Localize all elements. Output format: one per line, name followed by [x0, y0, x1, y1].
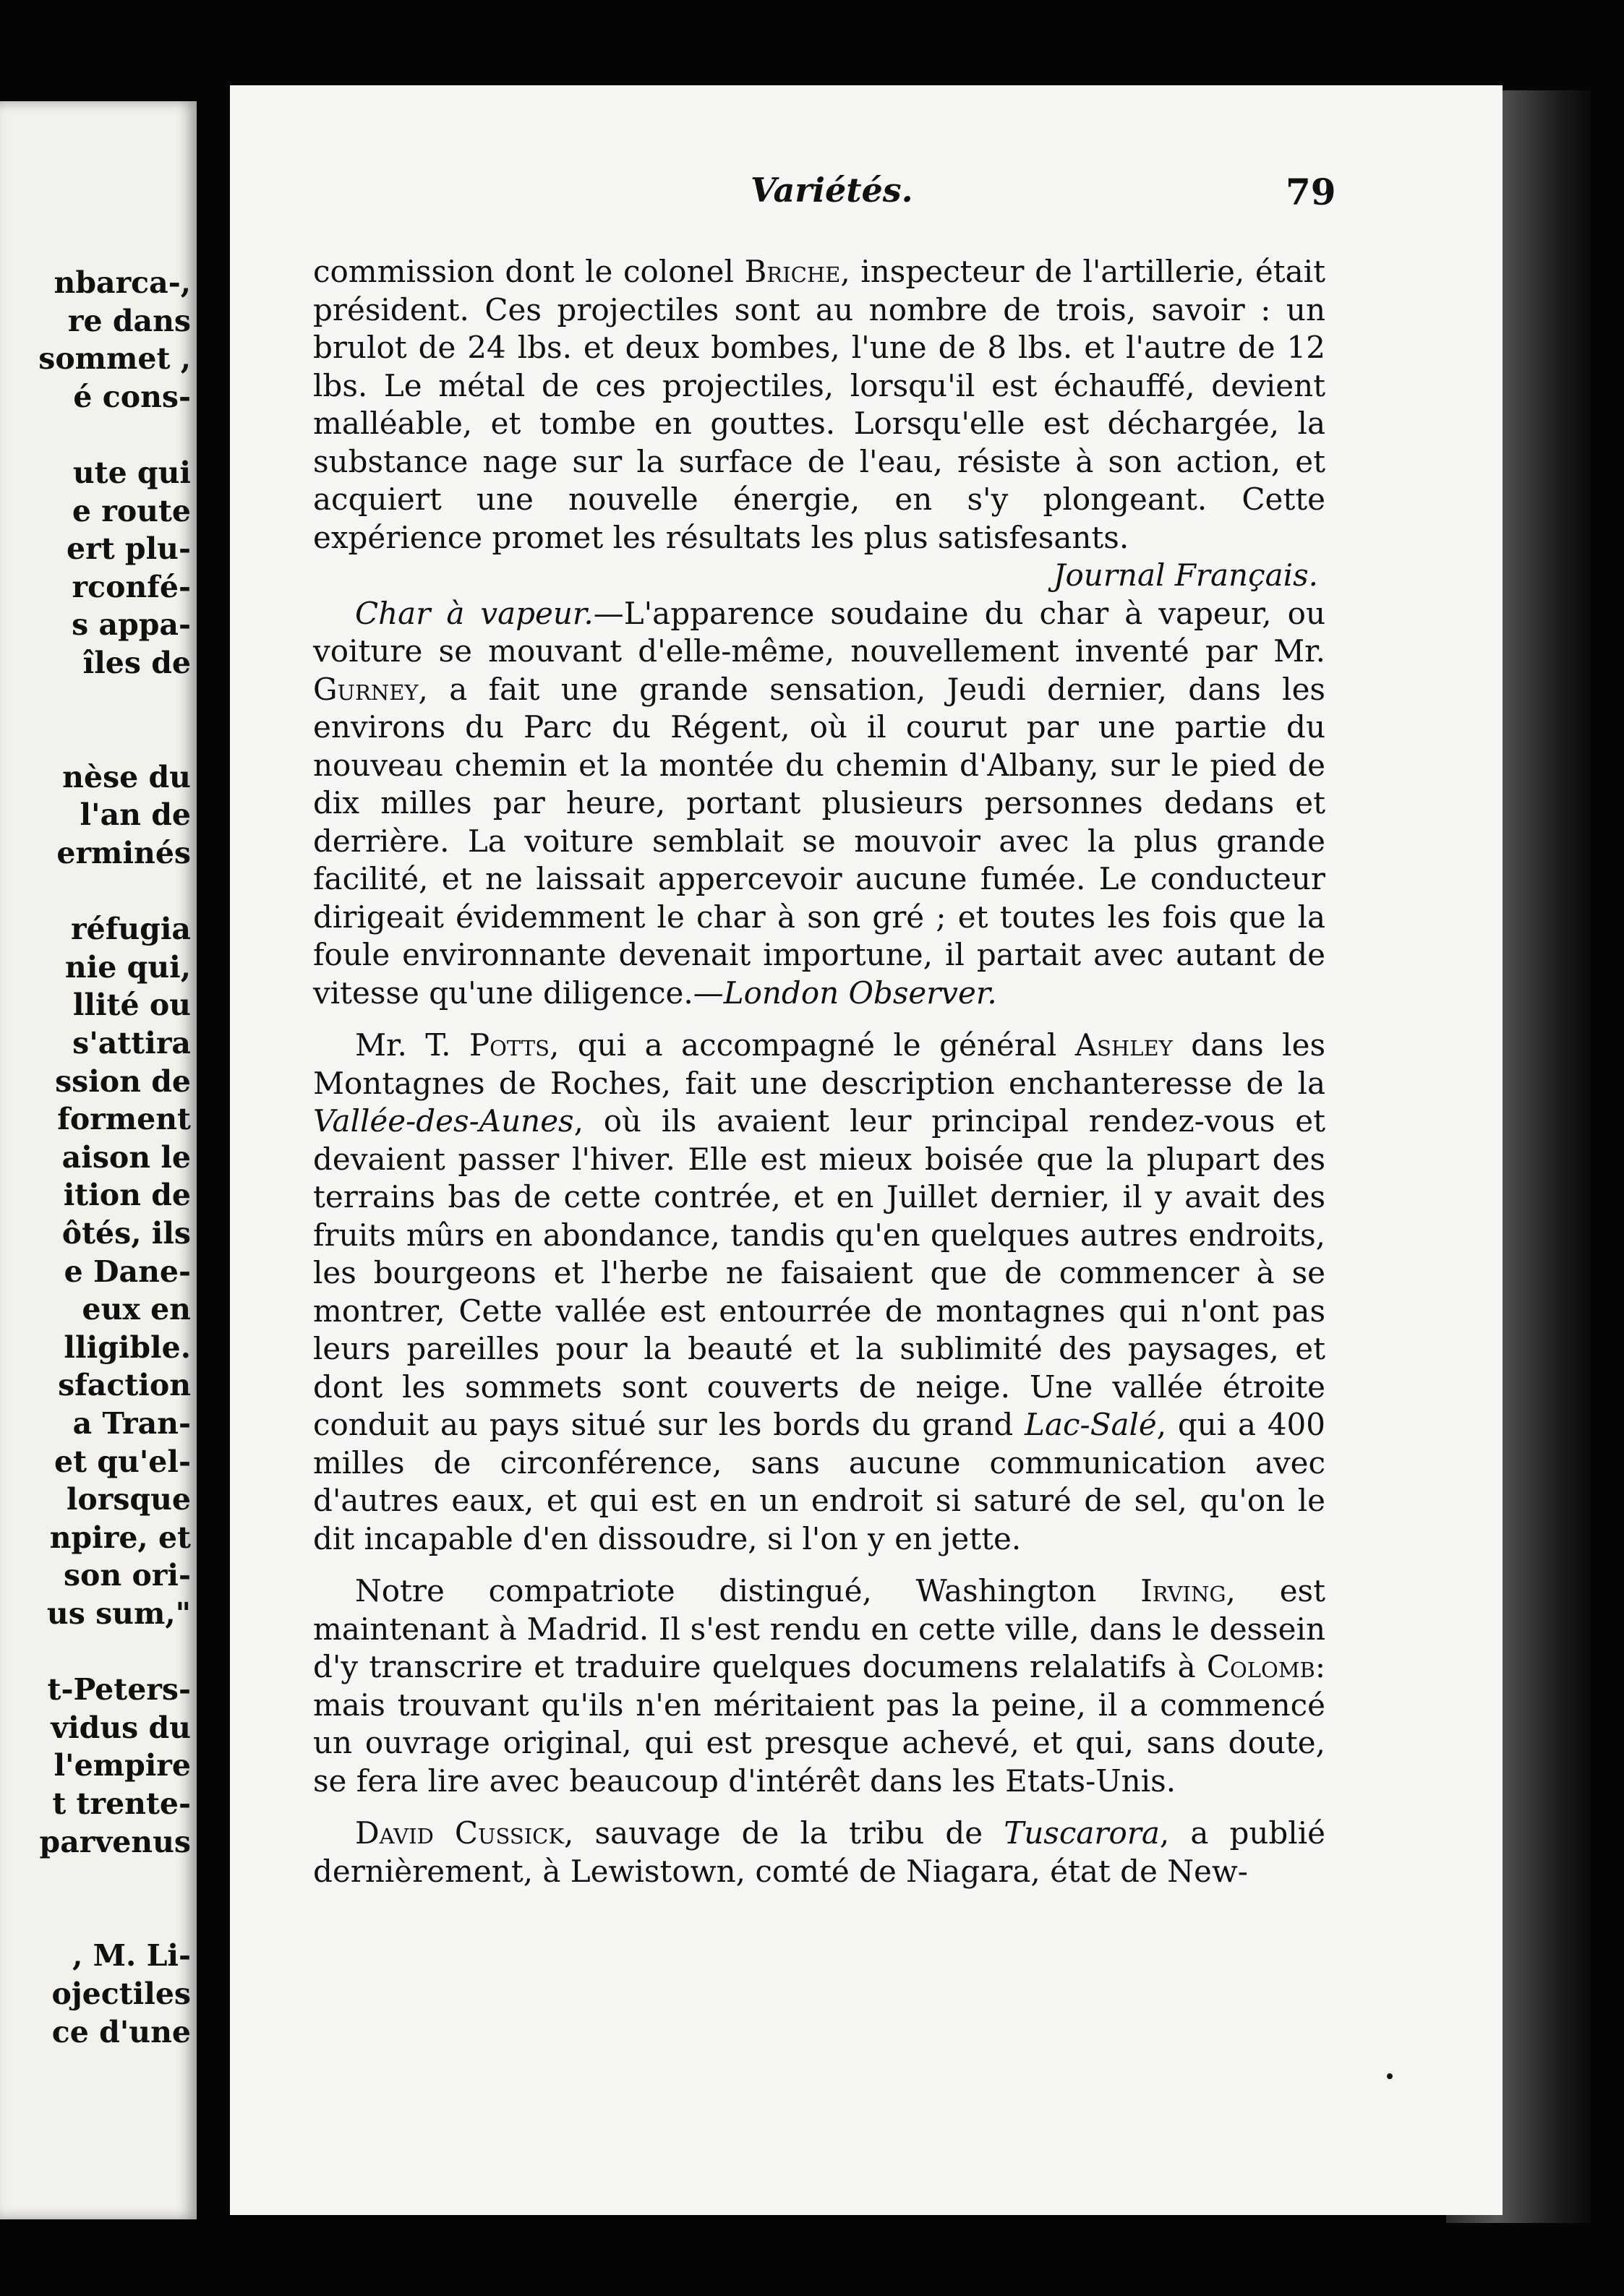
previous-page-line: ssion de: [55, 1063, 191, 1099]
previous-page-fragment: [0, 101, 197, 2219]
page-body: [313, 253, 1325, 1890]
previous-page-line: l'an de: [80, 797, 191, 833]
previous-page-line: lligible.: [64, 1329, 191, 1365]
person-name: Irving: [1140, 1573, 1226, 1609]
ink-speck: [1387, 2073, 1393, 2079]
text-run: , a publié dernièrement, à Lewistown, comté de Niagara, état de New-: [313, 1815, 1325, 1889]
place-name: Lac-Salé: [1025, 1407, 1157, 1442]
previous-page-line: t trente-: [52, 1786, 191, 1821]
previous-page-line: s appa-: [72, 607, 191, 643]
text-run: , est maintenant à Madrid. Il s'est rendu en cette ville, dans le dessein d'y transcrire et traduire quelques documens relalatifs à: [313, 1573, 1325, 1684]
text-run: dans les Montagnes de Roches, fait une description enchanteresse de la: [313, 1027, 1326, 1101]
previous-page-line: et qu'el-: [54, 1444, 191, 1479]
previous-page-line: é cons-: [73, 379, 191, 414]
previous-page-line: t-Peters-: [47, 1672, 191, 1708]
previous-page-line: ôtés, ils: [61, 1216, 191, 1251]
previous-page-line: us sum,": [46, 1596, 191, 1631]
previous-page-line: a Tran-: [72, 1406, 191, 1441]
previous-page-line: ition de: [63, 1178, 191, 1213]
previous-page-line: parvenus: [39, 1824, 191, 1859]
previous-page-line: forment: [57, 1102, 191, 1137]
source-attribution: London Observer.: [723, 974, 997, 1011]
tribe-name: Tuscarora: [1004, 1815, 1160, 1851]
person-name: Briche: [744, 254, 841, 289]
text-run: , qui a 400 milles de circonférence, sans aucune communication avec d'autres eaux, et qui est en un endroit si saturé de sel, qu'on le dit incapable d'en dissoudre, si l'on y en jette.: [313, 1407, 1325, 1556]
running-head-title: Variétés.: [751, 171, 913, 210]
previous-page-line: s'attira: [72, 1026, 191, 1061]
previous-page-line: ute qui: [72, 455, 191, 490]
previous-page-line: îles de: [82, 646, 191, 680]
text-run: , sauvage de la tribu de: [564, 1815, 1004, 1851]
previous-page-line: rconfé-: [72, 569, 191, 604]
previous-page-line: , M. Li-: [72, 1938, 191, 1974]
place-name: Vallée-des-Aunes: [313, 1103, 574, 1139]
book-page: [230, 85, 1503, 2215]
previous-page-line: aison le: [61, 1139, 191, 1175]
previous-page-line: e route: [72, 493, 191, 528]
previous-page-line: nbarca-,: [54, 265, 191, 300]
running-head: [230, 171, 1503, 221]
text-run: , où ils avaient leur principal rendez-vous et devaient passer l'hiver. Elle est mieux boisée que la plupart des terrains bas de cette contrée, et en Juillet dernier, il y avait des fruits mûrs en abondance, tandis qu'en quelques autres endroits, les bourgeons et l'herbe ne faisaient que de commencer à se montrer, Cette vallée est entourrée de montagnes qui n'ont pas leurs pareilles pour la beauté et la sublimité des paysages, et dont les sommets sont couverts de neige. Une vallée étroite conduit au pays situé sur les bords du grand: [313, 1103, 1325, 1442]
previous-page-line: re dans: [67, 303, 191, 338]
previous-page-line: réfugia: [71, 912, 191, 947]
person-name: Gurney: [313, 671, 419, 707]
paragraph-irving: [313, 1572, 1325, 1800]
previous-page-line: lorsque: [66, 1482, 191, 1517]
previous-page-line: eux en: [82, 1292, 191, 1327]
previous-page-line: erminés: [56, 836, 191, 870]
paragraph-steam-carriage: [313, 595, 1325, 1013]
previous-page-line: ojectiles: [51, 1976, 191, 2011]
previous-page-line: son ori-: [63, 1558, 191, 1593]
text-run: , inspecteur de l'artillerie, était président. Ces projectiles sont au nombre de trois, savoir : un brulot de 24 lbs. et deux bombes, l'une de 8 lbs. et l'autre de 12 lbs. Le métal de ces projectiles, lorsqu'il est échauffé, devient malléable, et tombe en gouttes. Lorsqu'elle est déchargée, la substance nage sur la surface de l'eau, résiste à son action, et acquiert une nouvelle énergie, en s'y plongeant. Cette expérience promet les résultats les plus satisfesants.: [313, 254, 1325, 555]
paragraph-projectiles: [313, 253, 1325, 557]
text-run: Notre compatriote distingué, Washington: [355, 1573, 1141, 1609]
person-name: David Cussick: [355, 1815, 565, 1851]
previous-page-line: npire, et: [49, 1520, 191, 1555]
previous-page-line: nie qui,: [64, 949, 191, 985]
person-name: Ashley: [1074, 1027, 1173, 1063]
person-name: Potts: [469, 1027, 550, 1063]
paragraph-cussick: [313, 1815, 1325, 1890]
previous-page-line: l'empire: [54, 1748, 191, 1783]
text-run: , qui a accompagné le général: [550, 1027, 1075, 1063]
previous-page-line: nèse du: [62, 759, 191, 794]
text-run: —L'apparence soudaine du char à vapeur, ou voiture se mouvant d'elle-même, nouvellement inventé par Mr.: [313, 595, 1326, 669]
text-run: commission dont le colonel: [313, 254, 745, 289]
previous-page-line: ce d'une: [51, 2014, 191, 2049]
previous-page-line: sommet ,: [38, 341, 191, 377]
previous-page-line: sfaction: [58, 1368, 191, 1403]
person-name: Colomb: [1206, 1649, 1315, 1684]
source-attribution: Journal Français.: [1053, 557, 1318, 593]
page-number: 79: [1286, 171, 1336, 213]
previous-page-line: ert plu-: [67, 531, 191, 567]
text-run: : mais trouvant qu'ils n'en méritaient pas la peine, il a commencé un ouvrage original, qui est presque achevé, et qui, sans doute, se fera lire avec beaucoup d'intérêt dans les Etats-Unis.: [313, 1649, 1325, 1799]
previous-page-line: vidus du: [51, 1710, 191, 1745]
article-title: Char à vapeur.: [355, 595, 594, 631]
previous-page-line: llité ou: [72, 988, 191, 1023]
paragraph-potts-ashley: [313, 1027, 1325, 1558]
text-run: Mr. T.: [355, 1027, 469, 1063]
previous-page-line: e Dane-: [64, 1254, 191, 1289]
text-run: , a fait une grande sensation, Jeudi dernier, dans les environs du Parc du Régent, où il courut par une partie du nouveau chemin et la montée du chemin d'Albany, sur le pied de dix milles par heure, portant plusieurs personnes dedans et derrière. La voiture semblait se mouvoir avec la plus grande facilité, et ne laissait appercevoir aucune fumée. Le conducteur dirigeait évidemment le char à son gré ; et toutes les fois que la foule environnante devenait importune, il partait avec autant de vitesse qu'une diligence.—: [313, 671, 1325, 1011]
